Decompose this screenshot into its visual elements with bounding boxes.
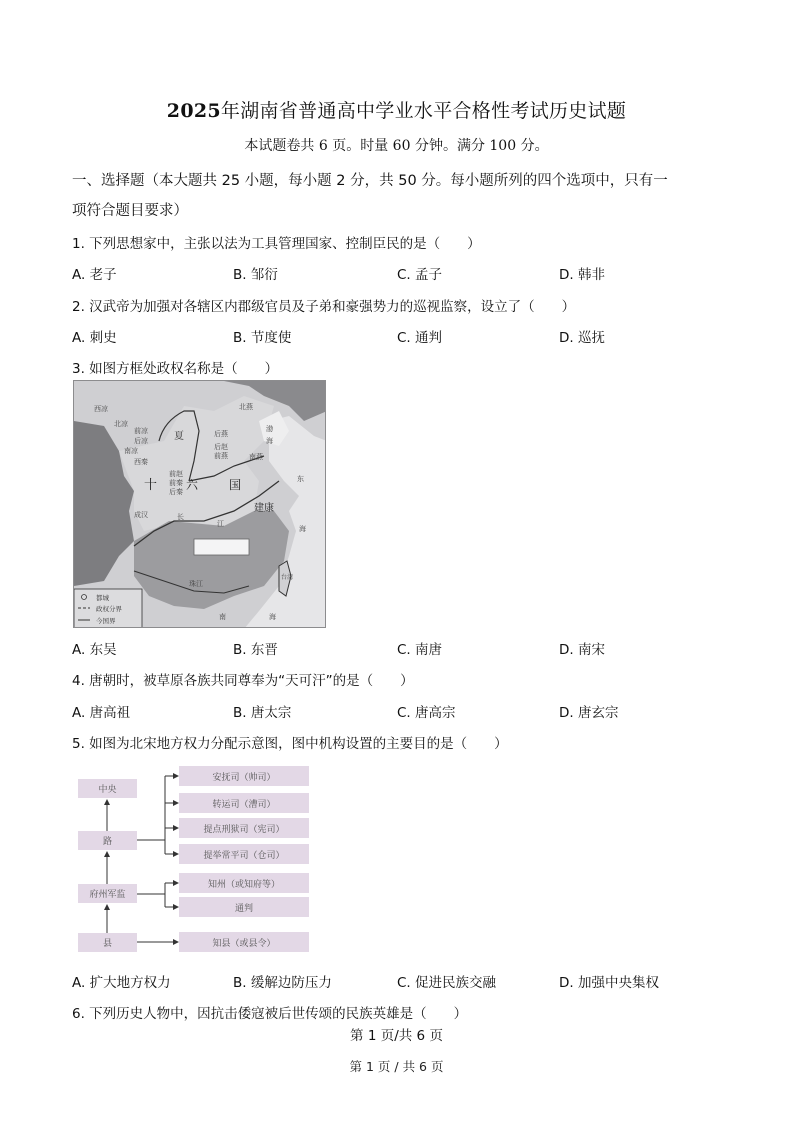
diagram-box-zhizhou: 知州（或知府等） — [179, 873, 309, 893]
diagram-box-tongpan: 通判 — [179, 897, 309, 917]
svg-text:成汉: 成汉 — [134, 511, 148, 519]
svg-text:长: 长 — [177, 513, 184, 521]
diagram-box-zhuanyunsi: 转运司（漕司） — [179, 793, 309, 813]
question-4-stem: 4. 唐朝时，被草原各族共同尊奉为“天可汗”的是（ ） — [72, 673, 414, 689]
q3-option-c[interactable]: C. 南唐 — [397, 642, 443, 658]
q2-option-a[interactable]: A. 刺史 — [72, 330, 117, 346]
q2-option-d[interactable]: D. 巡抚 — [559, 330, 605, 346]
svg-text:前赵: 前赵 — [169, 470, 183, 478]
q1-option-d[interactable]: D. 韩非 — [559, 267, 605, 283]
svg-text:政权分界: 政权分界 — [96, 605, 122, 613]
q5-option-b[interactable]: B. 缓解边防压力 — [233, 975, 332, 991]
svg-text:北凉: 北凉 — [114, 420, 128, 428]
svg-text:南: 南 — [219, 613, 226, 621]
svg-text:后秦: 后秦 — [169, 488, 183, 496]
svg-text:渤: 渤 — [266, 425, 273, 433]
q3-option-d[interactable]: D. 南宋 — [559, 642, 605, 658]
svg-text:珠江: 珠江 — [189, 580, 203, 588]
history-map-image — [73, 380, 326, 628]
svg-text:台湾: 台湾 — [281, 574, 294, 581]
diagram-box-county: 县 — [78, 933, 137, 952]
page-number-footer: 第 1 页 / 共 6 页 — [349, 1059, 444, 1074]
svg-text:今国界: 今国界 — [96, 617, 116, 625]
svg-text:北燕: 北燕 — [239, 403, 253, 411]
svg-text:后燕: 后燕 — [214, 430, 228, 438]
diagram-box-anfusi: 安抚司（帅司） — [179, 766, 309, 786]
q4-option-c[interactable]: C. 唐高宗 — [397, 705, 456, 721]
svg-text:东: 东 — [297, 475, 304, 483]
svg-text:六: 六 — [186, 478, 199, 492]
q2-option-b[interactable]: B. 节度使 — [233, 330, 292, 346]
q4-option-d[interactable]: D. 唐玄宗 — [559, 705, 619, 721]
exam-title: 2025年湖南省普通高中学业水平合格性考试历史试题 — [166, 100, 627, 122]
section-heading-line1: 一、选择题（本大题共 25 小题，每小题 2 分，共 50 分。每小题所列的四个选项中，只有一 — [72, 173, 668, 189]
q1-option-c[interactable]: C. 孟子 — [397, 267, 443, 283]
diagram-box-central: 中央 — [78, 779, 137, 798]
svg-text:前秦: 前秦 — [169, 479, 183, 487]
svg-text:海: 海 — [299, 525, 306, 533]
q1-option-b[interactable]: B. 邹衍 — [233, 267, 278, 283]
q5-option-c[interactable]: C. 促进民族交融 — [397, 975, 497, 991]
svg-text:国: 国 — [229, 478, 242, 492]
diagram-box-lu: 路 — [78, 831, 137, 850]
q5-option-d[interactable]: D. 加强中央集权 — [559, 975, 659, 991]
svg-text:南燕: 南燕 — [249, 453, 263, 461]
svg-text:江: 江 — [217, 520, 224, 528]
svg-text:后凉: 后凉 — [134, 437, 148, 445]
svg-text:后赵: 后赵 — [214, 443, 228, 451]
question-3-stem: 3. 如图方框处政权名称是（ ） — [72, 361, 279, 377]
q2-option-c[interactable]: C. 通判 — [397, 330, 443, 346]
q5-option-a[interactable]: A. 扩大地方权力 — [72, 975, 171, 991]
q4-option-a[interactable]: A. 唐高祖 — [72, 705, 131, 721]
diagram-box-zhixian: 知县（或县令） — [179, 932, 309, 952]
diagram-box-prefecture: 府州军监 — [78, 884, 137, 903]
svg-text:夏: 夏 — [174, 431, 184, 442]
svg-text:西凉: 西凉 — [94, 405, 108, 413]
svg-text:十: 十 — [144, 478, 158, 493]
q3-option-b[interactable]: B. 东晋 — [233, 642, 278, 658]
question-5-stem: 5. 如图为北宋地方权力分配示意图，图中机构设置的主要目的是（ ） — [72, 736, 508, 752]
diagram-box-tijuchangpingsi: 提举常平司（仓司） — [179, 844, 309, 864]
svg-text:前凉: 前凉 — [134, 427, 148, 435]
q1-option-a[interactable]: A. 老子 — [72, 267, 117, 283]
exam-subtitle: 本试题卷共 6 页。时量 60 分钟。满分 100 分。 — [244, 138, 549, 154]
question-1-stem: 1. 下列思想家中，主张以法为工具管理国家、控制臣民的是（ ） — [72, 236, 481, 252]
question-6-stem: 6. 下列历史人物中，因抗击倭寇被后世传颂的民族英雄是（ ） — [72, 1006, 468, 1022]
q3-option-a[interactable]: A. 东吴 — [72, 642, 117, 658]
diagram-box-tidianxingyusi: 提点刑狱司（宪司） — [179, 818, 309, 838]
svg-text:西秦: 西秦 — [134, 458, 148, 466]
page-number-inline: 第 1 页/共 6 页 — [350, 1028, 443, 1044]
section-heading-line2: 项符合题目要求） — [72, 203, 188, 219]
svg-text:都城: 都城 — [96, 594, 109, 602]
svg-text:海: 海 — [266, 437, 273, 445]
svg-text:前燕: 前燕 — [214, 452, 228, 460]
svg-text:南凉: 南凉 — [124, 447, 138, 455]
svg-text:海: 海 — [269, 613, 276, 621]
question-2-stem: 2. 汉武帝为加强对各辖区内郡级官员及子弟和豪强势力的巡视监察，设立了（ ） — [72, 299, 576, 315]
q4-option-b[interactable]: B. 唐太宗 — [233, 705, 292, 721]
svg-text:建康: 建康 — [254, 503, 274, 514]
